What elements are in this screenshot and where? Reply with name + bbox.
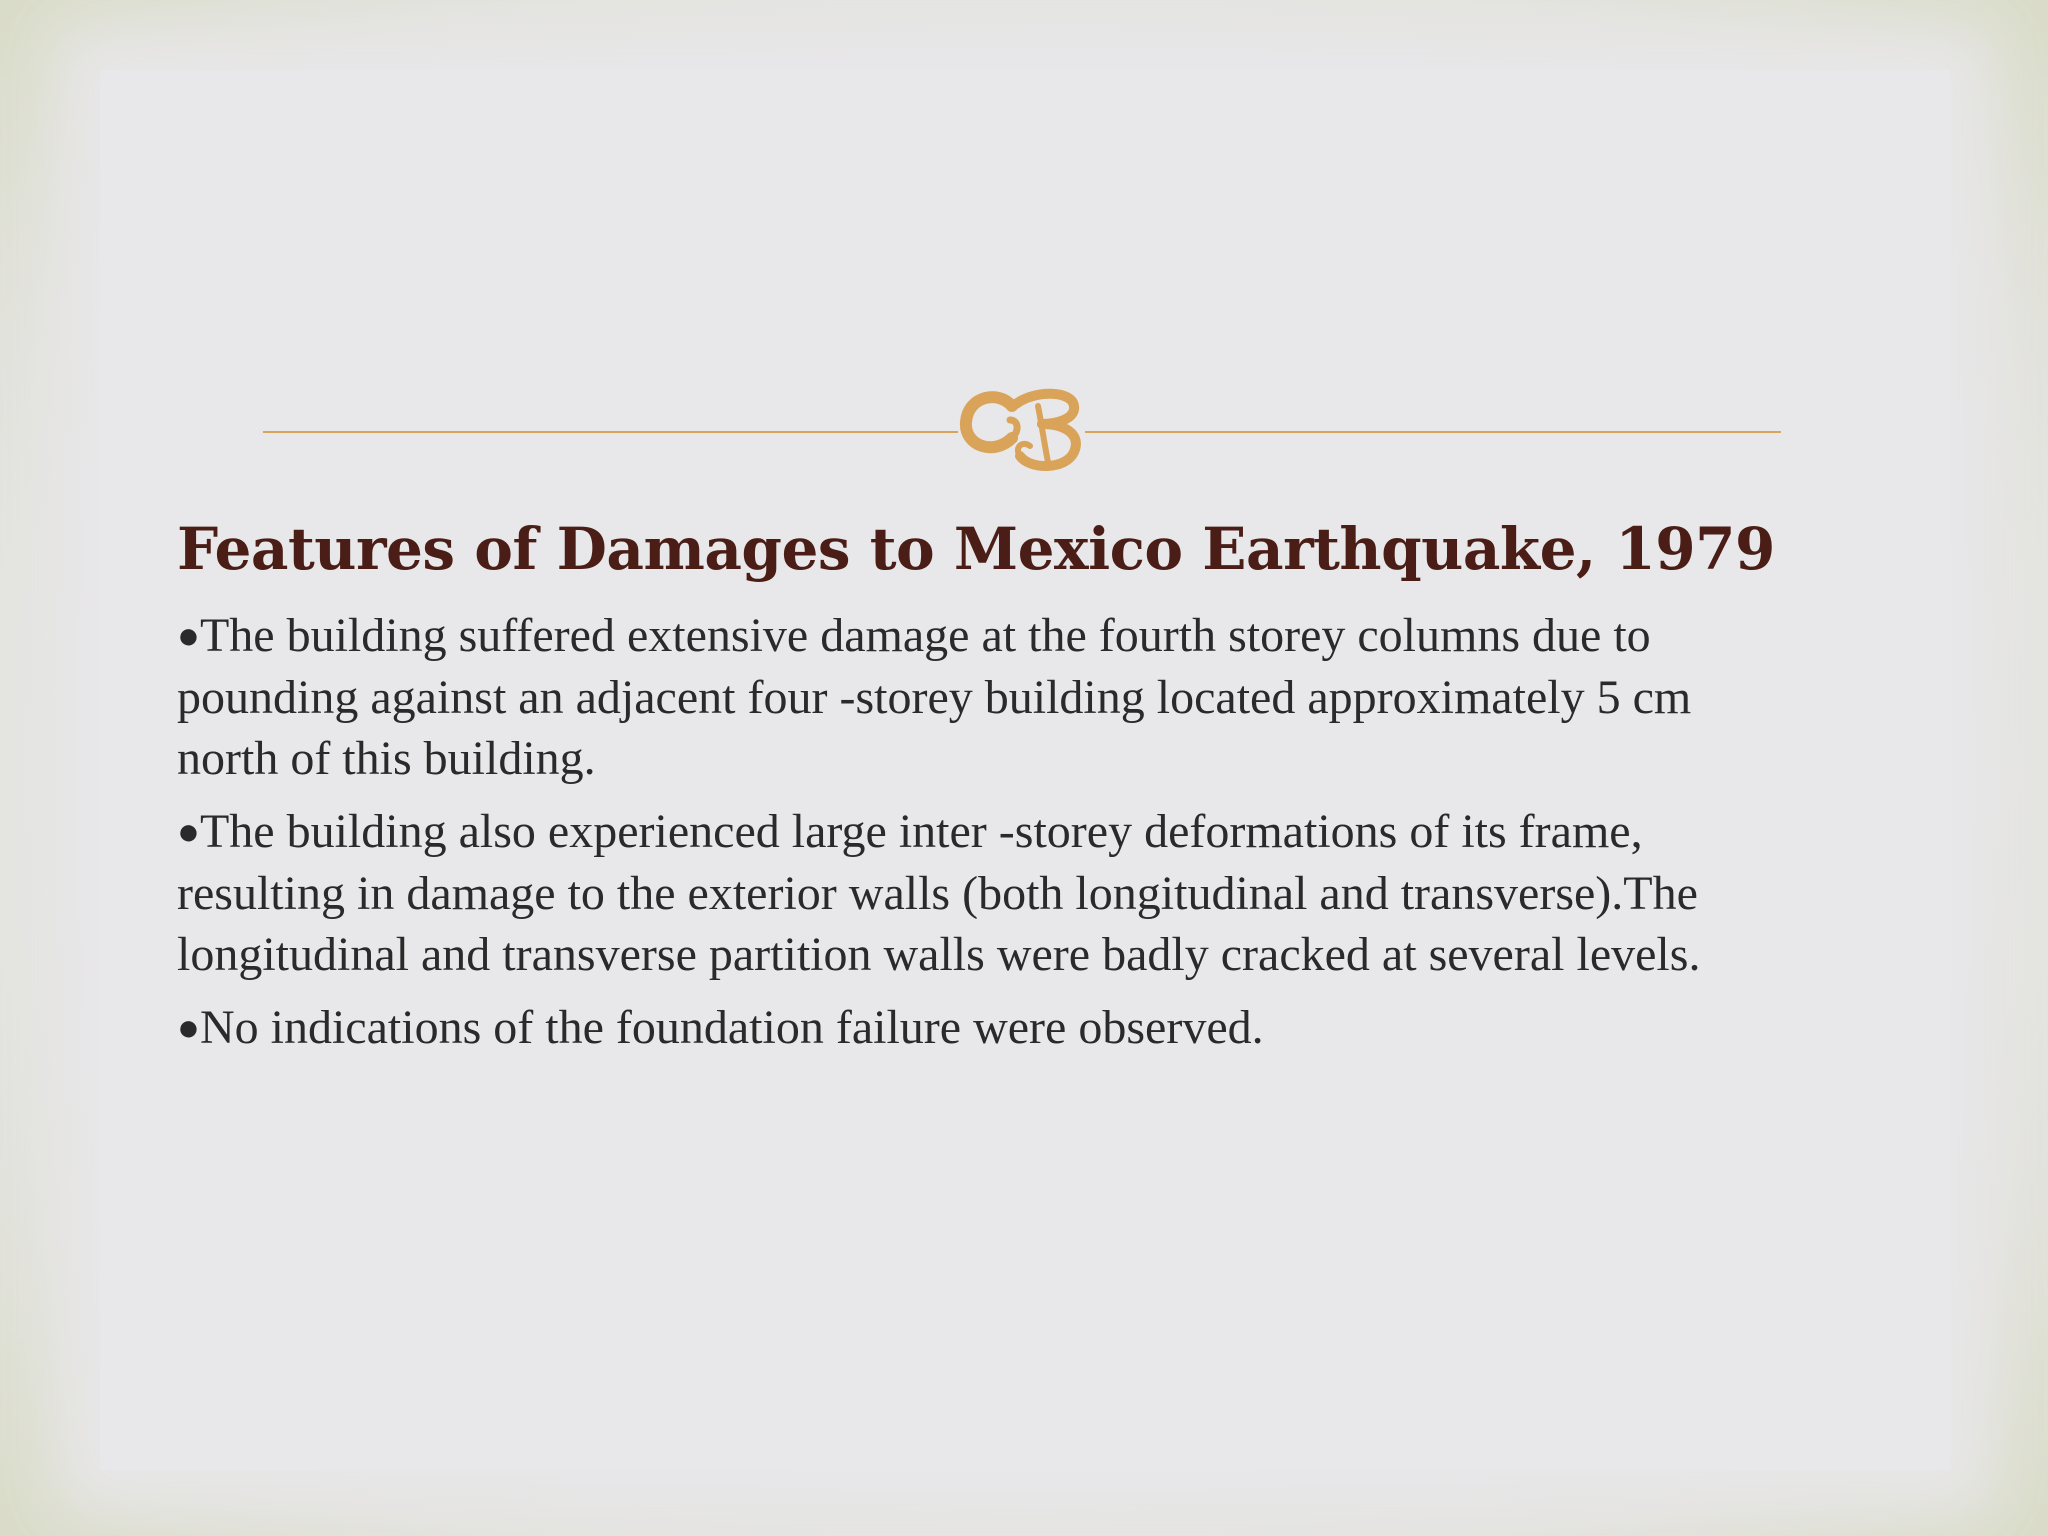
divider-line-left — [263, 431, 958, 433]
bullet-dot: ● — [177, 811, 200, 853]
slide-title: Features of Damages to Mexico Earthquake, 1979 — [177, 515, 1775, 583]
bullet-dot: ● — [177, 615, 200, 657]
bullet-text: No indications of the foundation failure were observed. — [199, 1001, 1264, 1054]
bullet-item — [177, 801, 1797, 985]
bullet-dot: ● — [177, 1007, 200, 1049]
bullet-text: The building suffered extensive damage at the fourth storey columns due to pounding against an adjacent four -storey building located approximately 5 cm north of this building. — [177, 609, 1692, 785]
bullet-list — [177, 605, 1797, 1071]
bullet-item — [177, 605, 1797, 789]
scroll-flourish-icon — [950, 376, 1095, 476]
bullet-text: The building also experienced large inter -storey deformations of its frame, resulting in damage to the exterior walls (both longitudinal and transverse).The longitudinal and transverse partition walls were badly cracked at several levels. — [177, 805, 1701, 981]
bullet-item — [177, 997, 1797, 1059]
divider-line-right — [1085, 431, 1781, 433]
